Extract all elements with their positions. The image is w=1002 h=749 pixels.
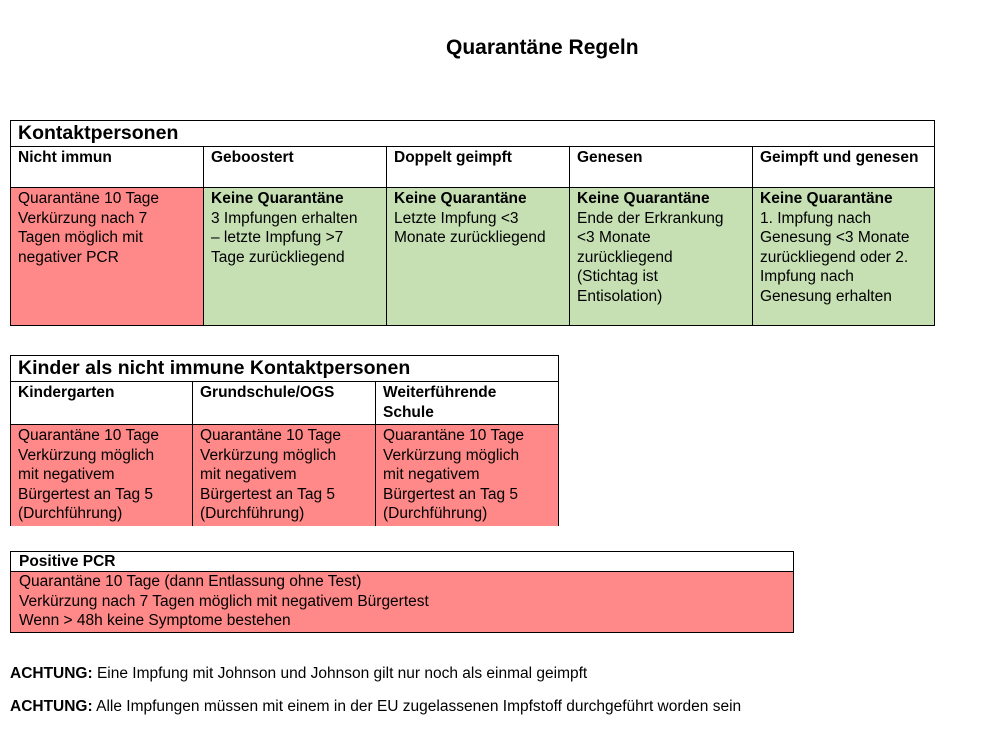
page-title: Quarantäne Regeln xyxy=(446,36,639,59)
rule-cell-genesen xyxy=(570,188,753,326)
cell-line: 3 Impfungen erhalten xyxy=(211,209,358,227)
column-header: Geboostert xyxy=(204,147,387,188)
positive-pcr-table xyxy=(10,551,794,633)
rule-cell-doppelt-geimpft xyxy=(387,188,570,326)
column-header-row xyxy=(11,382,559,425)
cell-line: (Durchführung) xyxy=(18,505,123,522)
cell-line: Quarantäne 10 Tage xyxy=(18,427,160,444)
cell-line: – letzte Impfung >7 xyxy=(211,229,344,246)
cell-line: Bürgertest an Tag 5 xyxy=(383,485,518,503)
cell-line: Verkürzung nach 7 Tagen möglich mit negativem Bürgertest xyxy=(19,592,429,610)
rule-cell-kindergarten xyxy=(11,425,193,526)
cell-emphasis: Keine Quarantäne xyxy=(760,190,893,207)
cell-line: zurückliegend xyxy=(577,248,673,266)
table-heading-row xyxy=(11,121,935,147)
cell-line: Quarantäne 10 Tage xyxy=(200,427,342,444)
notice-label: ACHTUNG: xyxy=(10,665,93,682)
cell-line: Letzte Impfung <3 xyxy=(394,209,519,227)
notice-johnson xyxy=(10,665,587,683)
column-header: Weiterführende Schule xyxy=(376,382,559,425)
cell-line: (Durchführung) xyxy=(200,505,305,522)
column-header: Geimpft und genesen xyxy=(753,147,935,188)
table-heading-row xyxy=(11,552,794,572)
section-heading: Kontaktpersonen xyxy=(11,121,935,147)
cell-line: Quarantäne 10 Tage (dann Entlassung ohne Test) xyxy=(19,573,362,590)
cell-line: Verkürzung nach 7 xyxy=(18,209,148,227)
rule-cell-nicht-immun xyxy=(11,188,204,326)
rule-cell-weiterfuehrende-schule xyxy=(376,425,559,526)
notice-text: Eine Impfung mit Johnson und Johnson gilt nur noch als einmal geimpft xyxy=(92,665,588,682)
column-header: Kindergarten xyxy=(11,382,193,425)
cell-line: mit negativem xyxy=(200,466,297,483)
cell-emphasis: Keine Quarantäne xyxy=(577,190,710,207)
cell-line: 1. Impfung nach xyxy=(760,209,872,227)
cell-line: Tage zurückliegend xyxy=(211,248,345,266)
table-row xyxy=(11,572,794,633)
cell-emphasis: Keine Quarantäne xyxy=(394,190,527,207)
notice-label: ACHTUNG: xyxy=(10,698,93,715)
column-header: Grundschule/OGS xyxy=(193,382,376,425)
cell-line: mit negativem xyxy=(383,466,480,483)
table-heading-row xyxy=(11,356,559,382)
cell-line: (Durchführung) xyxy=(383,505,488,522)
rule-cell-geboostert xyxy=(204,188,387,326)
notice-eu-impfstoff xyxy=(10,698,741,716)
cell-line: negativer PCR xyxy=(18,248,119,266)
cell-line: mit negativem xyxy=(18,466,115,483)
column-header: Genesen xyxy=(570,147,753,188)
cell-emphasis: Keine Quarantäne xyxy=(211,190,344,207)
table-row xyxy=(11,425,559,526)
column-header: Doppelt geimpft xyxy=(387,147,570,188)
rule-cell-positive-pcr xyxy=(11,572,794,633)
cell-line: Bürgertest an Tag 5 xyxy=(18,485,153,503)
cell-line: Tagen möglich mit xyxy=(18,229,143,246)
rule-cell-grundschule xyxy=(193,425,376,526)
section-heading: Positive PCR xyxy=(11,552,794,572)
cell-line: Monate zurückliegend xyxy=(394,229,546,246)
cell-line: Bürgertest an Tag 5 xyxy=(200,485,335,503)
cell-line: Genesung <3 Monate xyxy=(760,229,910,246)
cell-line: Verkürzung möglich xyxy=(200,446,337,464)
cell-line: Ende der Erkrankung xyxy=(577,209,724,227)
column-header-row xyxy=(11,147,935,188)
cell-line: Verkürzung möglich xyxy=(18,446,155,464)
cell-line: Genesung erhalten xyxy=(760,287,892,305)
column-header: Nicht immun xyxy=(11,147,204,188)
cell-line: Entisolation) xyxy=(577,287,663,305)
kinder-table xyxy=(10,355,559,526)
kontaktpersonen-table xyxy=(10,120,935,326)
table-row xyxy=(11,188,935,326)
cell-line: (Stichtag ist xyxy=(577,268,658,285)
cell-line: Wenn > 48h keine Symptome bestehen xyxy=(19,612,291,629)
notice-text: Alle Impfungen müssen mit einem in der EU zugelassenen Impfstoff durchgeführt worden sein xyxy=(92,698,742,715)
cell-line: Verkürzung möglich xyxy=(383,446,520,464)
cell-line: Impfung nach xyxy=(760,268,854,285)
cell-line: Quarantäne 10 Tage xyxy=(18,190,160,207)
section-heading: Kinder als nicht immune Kontaktpersonen xyxy=(11,356,559,382)
cell-line: <3 Monate xyxy=(577,229,651,246)
cell-line: zurückliegend oder 2. xyxy=(760,248,909,266)
cell-line: Quarantäne 10 Tage xyxy=(383,427,525,444)
rule-cell-geimpft-und-genesen xyxy=(753,188,935,326)
